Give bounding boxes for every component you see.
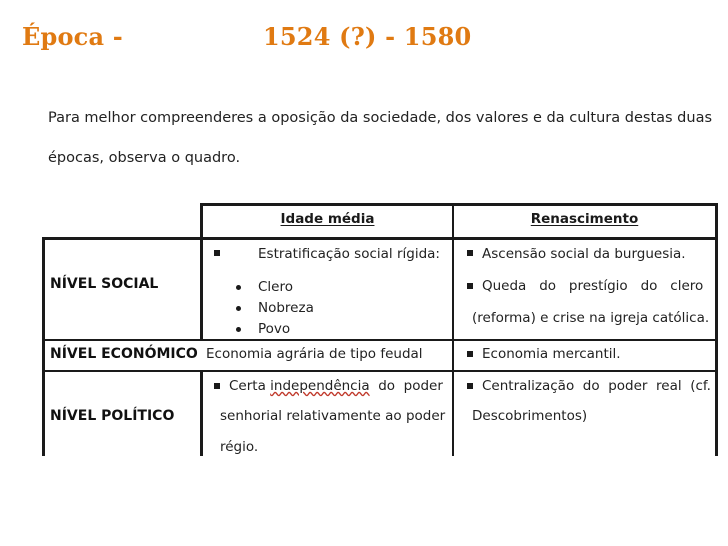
square-bullet-icon <box>467 351 473 357</box>
social-idade-media-heading: Estratificação social rígida: <box>258 246 440 262</box>
social-renascimento-item-2b: (reforma) e crise na igreja católica. <box>472 310 710 326</box>
politico-idade-media-line-1 <box>229 378 443 394</box>
politico-text-independencia: independência <box>270 378 370 394</box>
row-label-economico: NÍVEL ECONÓMICO <box>50 346 198 362</box>
table-border-header-bottom <box>42 237 718 240</box>
table-border-economico-bottom <box>42 370 718 372</box>
column-header-renascimento: Renascimento <box>530 211 639 227</box>
column-header-idade-media: Idade média <box>280 211 375 227</box>
economico-idade-media: Economia agrária de tipo feudal <box>206 346 423 362</box>
politico-text-a: Certa <box>229 378 271 394</box>
square-bullet-icon <box>214 383 220 389</box>
social-renascimento-item-2a: Queda do prestígio do clero <box>482 278 704 294</box>
table-border-left <box>42 237 45 456</box>
table-border-social-bottom <box>42 339 718 341</box>
table-border-right <box>715 203 718 456</box>
round-bullet-icon <box>236 306 241 311</box>
social-renascimento-item-1: Ascensão social da burguesia. <box>482 246 686 262</box>
square-bullet-icon <box>214 250 220 256</box>
social-item-clero: Clero <box>258 279 293 295</box>
politico-renascimento-line-2: Descobrimentos) <box>472 408 588 424</box>
round-bullet-icon <box>236 327 241 332</box>
comparison-table <box>42 203 718 456</box>
round-bullet-icon <box>236 285 241 290</box>
table-border-col1b <box>200 371 203 456</box>
social-item-povo: Povo <box>258 321 291 337</box>
square-bullet-icon <box>467 283 473 289</box>
square-bullet-icon <box>467 383 473 389</box>
economico-renascimento: Economia mercantil. <box>482 346 621 362</box>
social-item-nobreza: Nobreza <box>258 300 314 316</box>
politico-idade-media-line-3: régio. <box>220 439 259 455</box>
politico-text-c: do poder <box>369 378 443 394</box>
intro-paragraph <box>48 98 716 178</box>
intro-line-2: épocas, observa o quadro. <box>48 150 241 166</box>
square-bullet-icon <box>467 250 473 256</box>
page-title-dates: 1524 (?) - 1580 <box>263 22 472 51</box>
row-label-politico: NÍVEL POLÍTICO <box>50 408 175 424</box>
table-border-col2 <box>452 203 454 456</box>
politico-renascimento-line-1: Centralização do poder real (cf. <box>482 378 711 394</box>
page-title-epoca: Época - <box>22 22 123 51</box>
row-label-social: NÍVEL SOCIAL <box>50 276 159 292</box>
table-border-top <box>200 203 718 206</box>
politico-idade-media-line-2: senhorial relativamente ao poder <box>220 408 446 424</box>
intro-line-1: Para melhor compreenderes a oposição da sociedade, dos valores e da cultura destas duas <box>48 110 713 126</box>
